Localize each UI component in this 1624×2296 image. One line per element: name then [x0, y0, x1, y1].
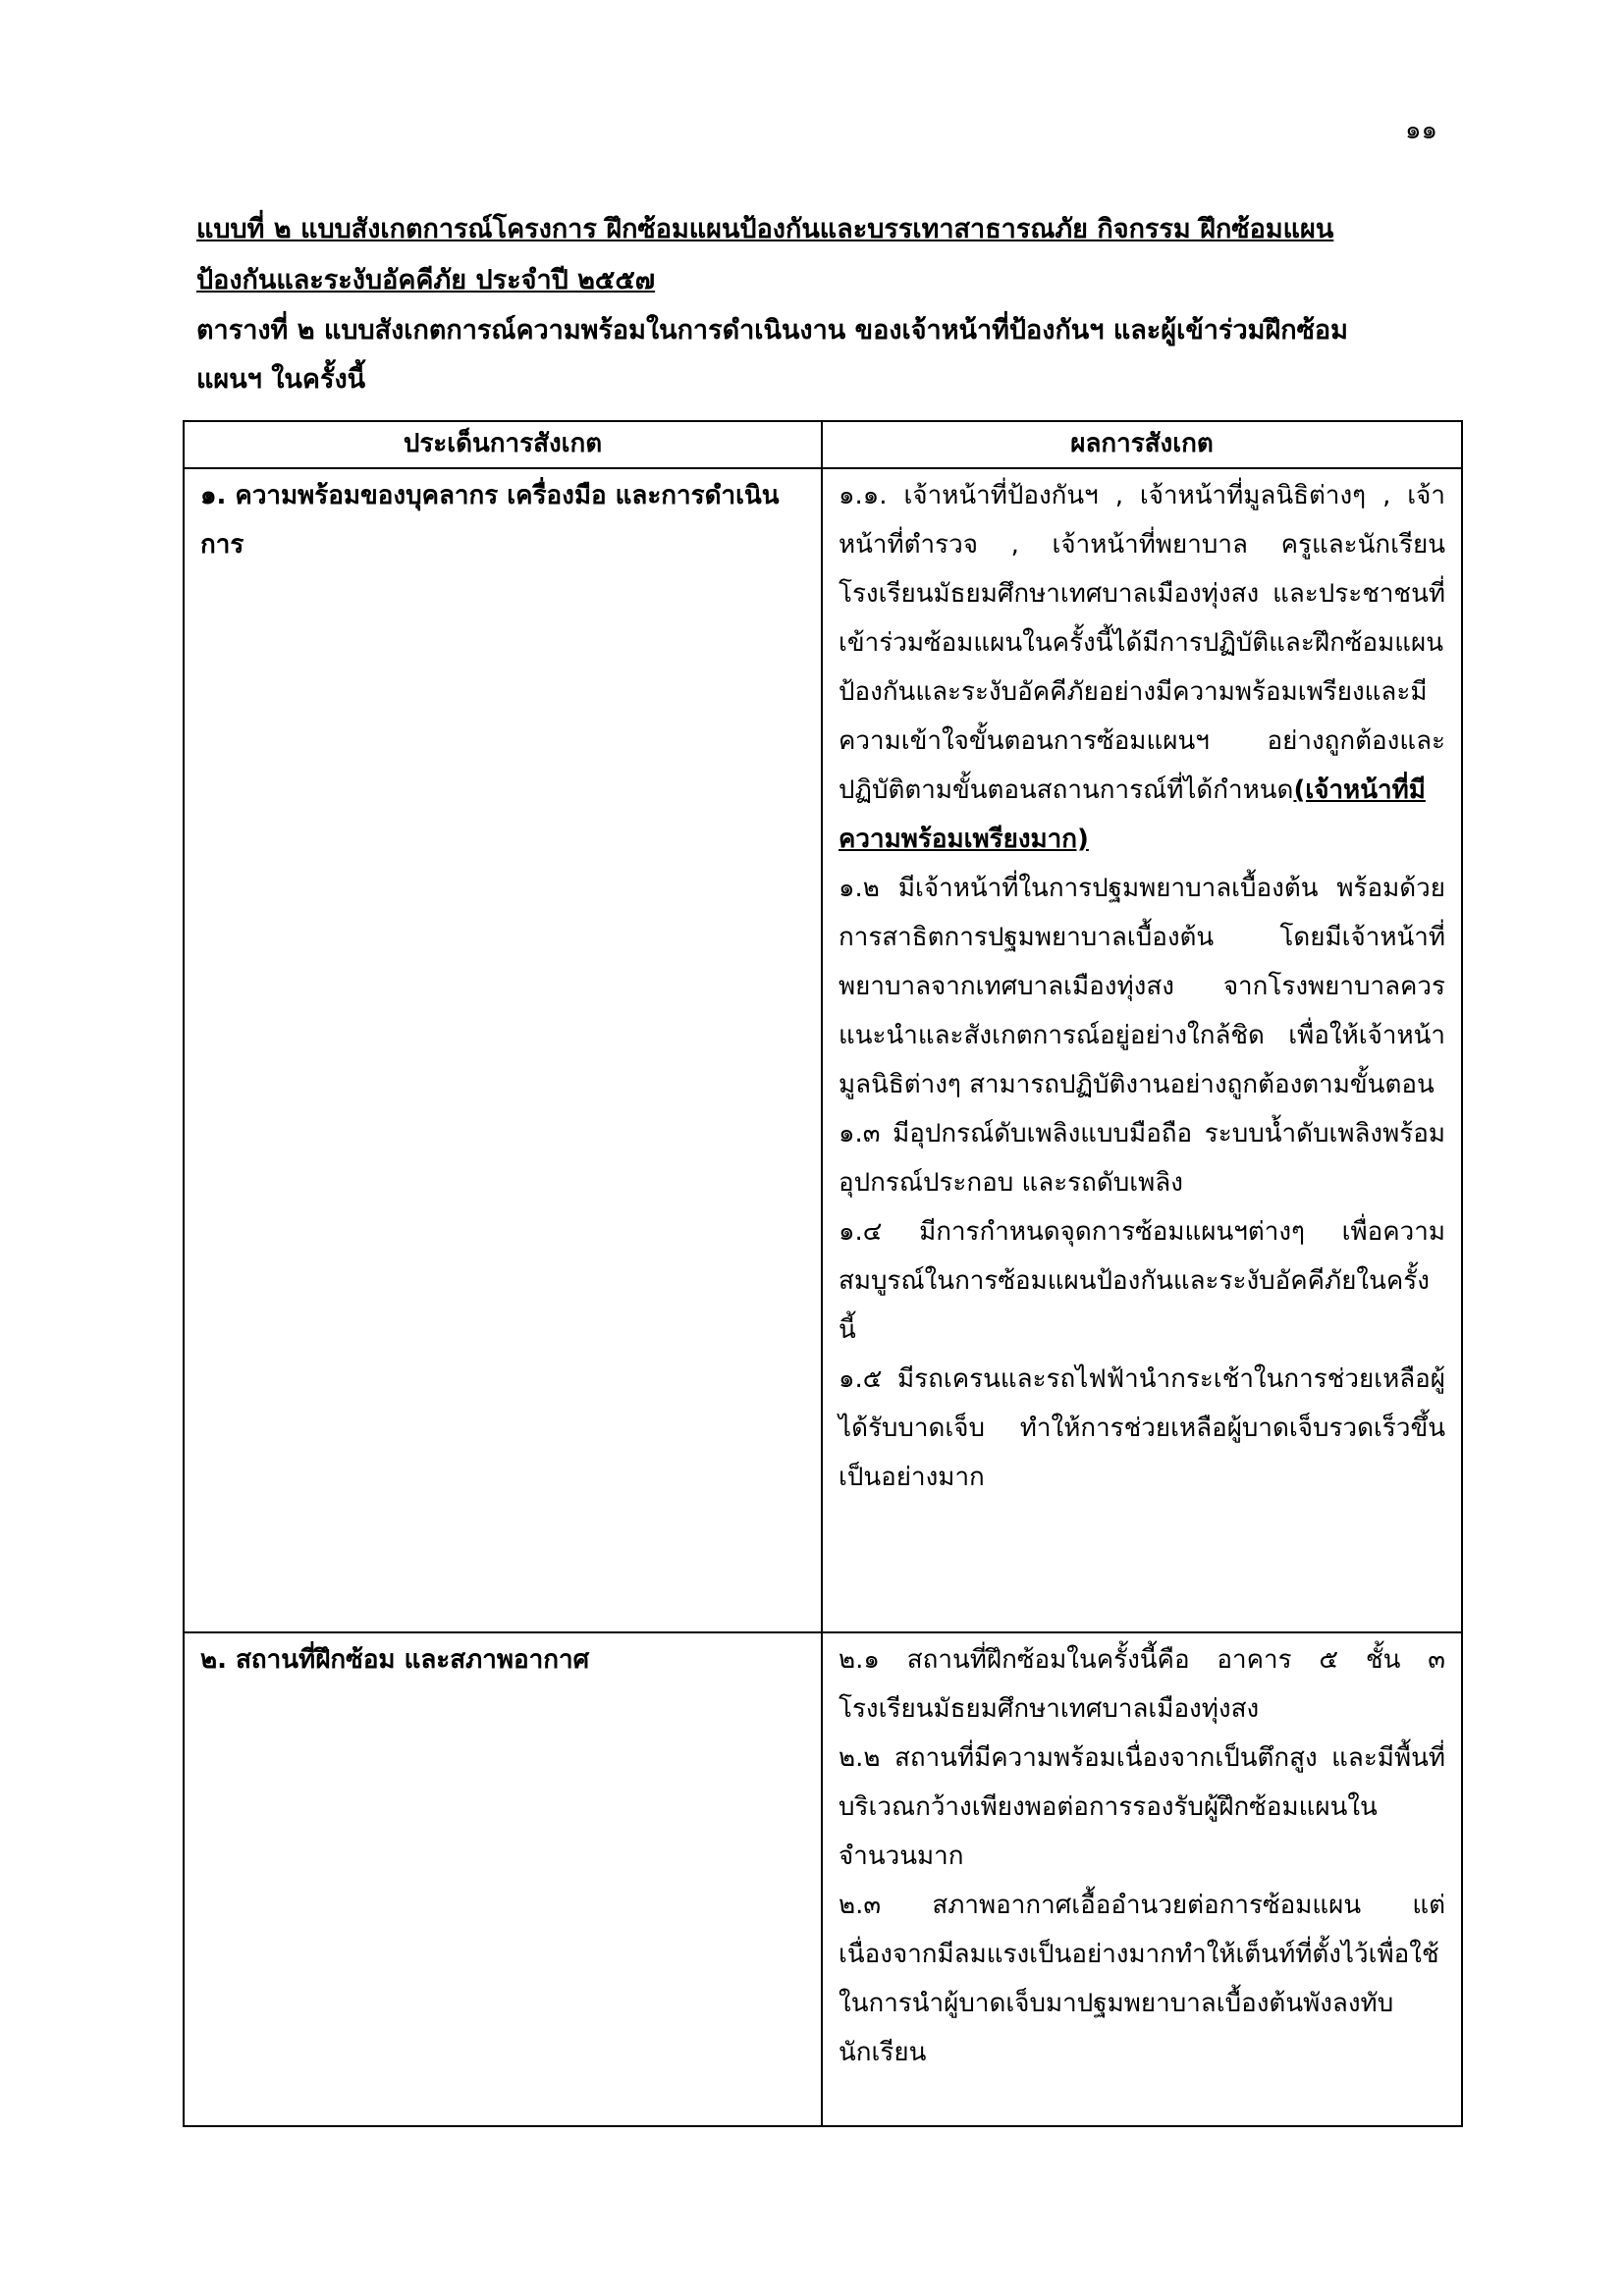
- result-item: ๑.๒ มีเจ้าหน้าที่ในการปฐมพยาบาลเบื้องต้น พร้อมด้วยการสาธิตการปฐมพยาบาลเบื้องต้น โดยมีเจ้าหน้าที่พยาบาลจากเทศบาลเมืองทุ่งสง จากโรงพยาบาลควรแนะนำและสังเกตการณ์อยู่อย่างใกล้ชิด เพื่อให้เจ้าหน้ามูลนิธิต่างๆ สามารถปฏิบัติงานอย่างถูกต้องตามขั้นตอน: [839, 874, 1445, 1099]
- header-observation-result: ผลการสังเกต: [822, 421, 1462, 468]
- result-item: ๑.๔ มีการกำหนดจุดการซ้อมแผนฯต่างๆ เพื่อความสมบูรณ์ในการซ้อมแผนป้องกันและระงับอัคคีภัยในครั้งนี้: [839, 1217, 1445, 1345]
- result-item: ๒.๓ สภาพอากาศเอื้ออำนวยต่อการซ้อมแผน แต่เนื่องจากมีลมแรงเป็นอย่างมากทำให้เต็นท์ที่ตั้งไว้เพื่อใช้ในการนำผู้บาดเจ็บมาปฐมพยาบาลเบื้องต้นพังลงทับนักเรียน: [839, 1891, 1445, 2067]
- observation-table: [183, 420, 1463, 2127]
- table-row: [184, 468, 1462, 1632]
- heading-line-1: แบบที่ ๒ แบบสังเกตการณ์โครงการ ฝึกซ้อมแผนป้องกันและบรรเทาสาธารณภัย กิจกรรม ฝึกซ้อมแผน: [196, 214, 1334, 244]
- table-header-row: [184, 421, 1462, 468]
- document-heading: [196, 204, 1443, 306]
- table-caption: [196, 306, 1443, 404]
- caption-line-2: แผนฯ ในครั้งนี้: [196, 364, 366, 395]
- topic-cell: ๑. ความพร้อมของบุคลากร เครื่องมือ และการดำเนินการ: [184, 468, 822, 1632]
- result-item: ๒.๒ สถานที่มีความพร้อมเนื่องจากเป็นตึกสูง และมีพื้นที่บริเวณกว้างเพียงพอต่อการรองรับผู้ฝึกซ้อมแผนในจำนวนมาก: [839, 1743, 1445, 1871]
- header-observation-topic: ประเด็นการสังเกต: [184, 421, 822, 468]
- result-item: ๑.๓ มีอุปกรณ์ดับเพลิงแบบมือถือ ระบบน้ำดับเพลิงพร้อมอุปกรณ์ประกอบ และรถดับเพลิง: [839, 1119, 1445, 1198]
- result-cell: [822, 1632, 1462, 2126]
- result-item: ๒.๑ สถานที่ฝึกซ้อมในครั้งนี้คือ อาคาร ๕ ชั้น ๓ โรงเรียนมัธยมศึกษาเทศบาลเมืองทุ่งสง: [839, 1645, 1445, 1724]
- result-emphasis: (เจ้าหน้าที่มีความพร้อมเพรียงมาก): [839, 775, 1426, 854]
- result-item: ๑.๕ มีรถเครนและรถไฟฟ้านำกระเช้าในการช่วยเหลือผู้ได้รับบาดเจ็บ ทำให้การช่วยเหลือผู้บาดเจ็บรวดเร็วขึ้นเป็นอย่างมาก: [839, 1364, 1445, 1492]
- table-row: [184, 1632, 1462, 2126]
- page-number: ๑๑: [1404, 116, 1437, 145]
- topic-cell: ๒. สถานที่ฝึกซ้อม และสภาพอากาศ: [184, 1632, 822, 2126]
- result-cell: [822, 468, 1462, 1632]
- result-text: ๑.๑. เจ้าหน้าที่ป้องกันฯ , เจ้าหน้าที่มูลนิธิต่างๆ , เจ้าหน้าที่ตำรวจ , เจ้าหน้าที่พยาบาล ครูและนักเรียนโรงเรียนมัธยมศึกษาเทศบาลเมืองทุ่งสง และประชาชนที่เข้าร่วมซ้อมแผนในครั้งนี้ได้มีการปฏิบัติและฝึกซ้อมแผนป้องกันและระงับอัคคีภัยอย่างมีความพร้อมเพรียงและมีความเข้าใจขั้นตอนการซ้อมแผนฯ อย่างถูกต้องและปฏิบัติตามขั้นตอนสถานการณ์ที่ได้กำหนด: [839, 481, 1445, 805]
- caption-line-1: ตารางที่ ๒ แบบสังเกตการณ์ความพร้อมในการดำเนินงาน ของเจ้าหน้าที่ป้องกันฯ และผู้เข้าร่วมฝึกซ้อม: [196, 315, 1348, 346]
- heading-line-2: ป้องกันและระงับอัคคีภัย ประจำปี ๒๕๕๗: [196, 265, 656, 295]
- result-item: [839, 471, 1445, 864]
